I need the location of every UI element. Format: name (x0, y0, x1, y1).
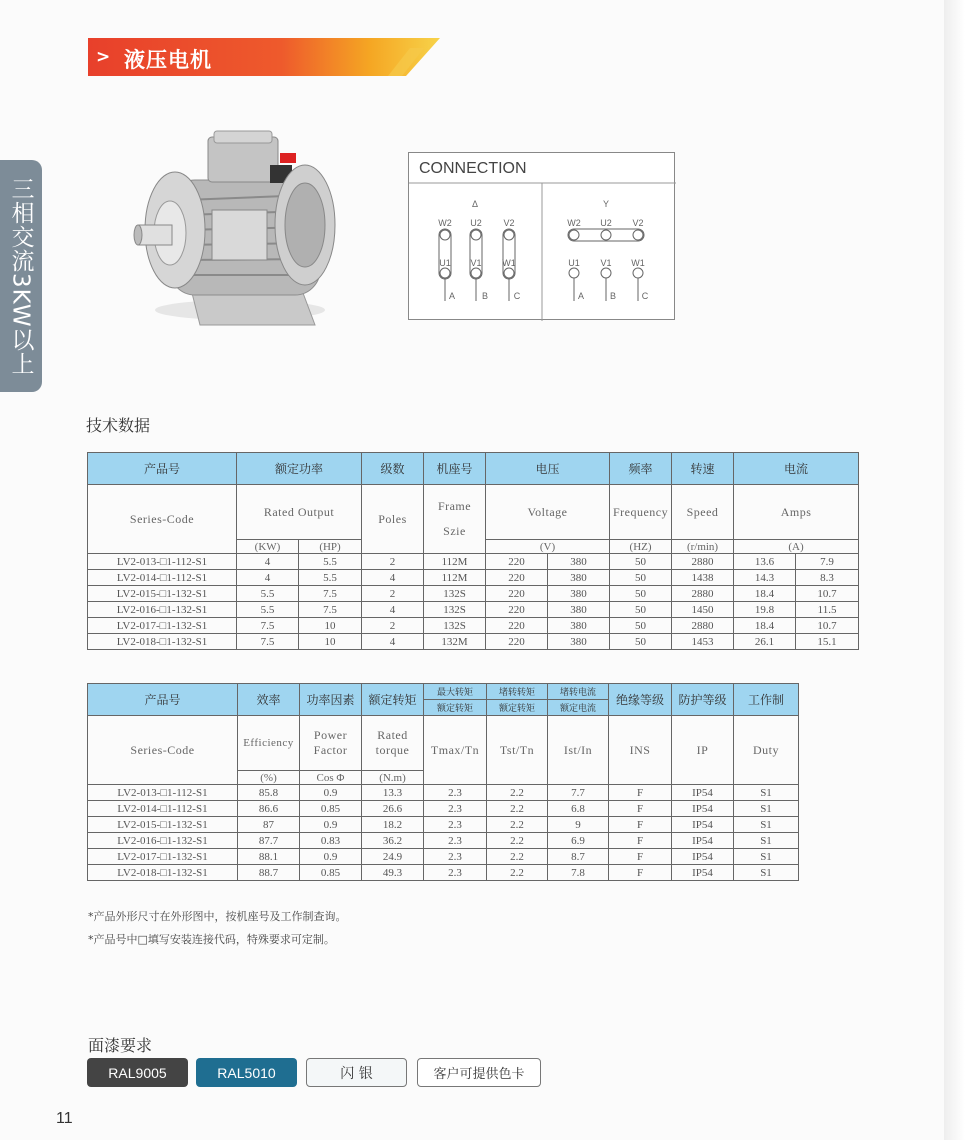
table-cell: 26.1 (734, 634, 796, 650)
paint-requirements-title: 面漆要求 (88, 1036, 153, 1055)
table-cell: 10.7 (796, 586, 859, 602)
table-cell: 87.7 (238, 833, 300, 849)
table-cell: 5.5 (299, 570, 362, 586)
table-cell: IP54 (672, 817, 734, 833)
delta-terminal-top: V2 (503, 218, 515, 228)
spec-table-1-body (88, 554, 859, 650)
header-sub-rated-torque: 额定转矩 (487, 700, 548, 716)
table-cell: 10.7 (796, 618, 859, 634)
torque-label: torque (375, 743, 410, 757)
header-en-rated-output: Rated Output (237, 485, 362, 540)
motor-image (130, 125, 340, 330)
delta-terminal-bottom: W1 (502, 258, 516, 268)
table-cell: 7.5 (237, 634, 299, 650)
header-en-series-code: Series-Code (88, 485, 237, 554)
unit-hz: (HZ) (610, 540, 672, 554)
header-duty: 工作制 (734, 684, 799, 716)
header-en-series-code: Series-Code (88, 716, 238, 785)
table-cell: 2.3 (424, 833, 487, 849)
table-cell: LV2-014-□1-112-S1 (88, 801, 238, 817)
table-cell: 1438 (672, 570, 734, 586)
header-frequency: 频率 (610, 453, 672, 485)
unit-cos-phi: Cos Φ (300, 771, 362, 785)
table-cell: 87 (238, 817, 300, 833)
table-cell: 36.2 (362, 833, 424, 849)
delta-line-label: A (448, 291, 456, 301)
table-cell: 6.8 (548, 801, 609, 817)
table-cell: 26.6 (362, 801, 424, 817)
header-en-amps: Amps (734, 485, 859, 540)
table-cell: 2880 (672, 554, 734, 570)
page-number: 11 (56, 1110, 73, 1127)
header-product: 产品号 (88, 684, 238, 716)
table-cell: 19.8 (734, 602, 796, 618)
table-cell: 50 (610, 554, 672, 570)
table-cell: 86.6 (238, 801, 300, 817)
table-cell: LV2-017-□1-132-S1 (88, 618, 237, 634)
table-cell: LV2-013-□1-112-S1 (88, 554, 237, 570)
table-cell: 2880 (672, 586, 734, 602)
table-cell: 132S (424, 586, 486, 602)
table-row (88, 849, 799, 865)
table-cell: 2.2 (487, 817, 548, 833)
table-cell: F (609, 833, 672, 849)
table-cell: 50 (610, 586, 672, 602)
table-cell: LV2-016-□1-132-S1 (88, 602, 237, 618)
header-protection: 防护等级 (672, 684, 734, 716)
table-cell: 4 (237, 554, 299, 570)
header-efficiency: 效率 (238, 684, 300, 716)
header-insulation: 绝缘等级 (609, 684, 672, 716)
delta-terminal-bottom: U1 (439, 258, 451, 268)
tech-data-title: 技术数据 (86, 416, 151, 435)
header-en-ist: Ist/In (548, 716, 609, 785)
table-cell: S1 (734, 833, 799, 849)
table-cell: F (609, 849, 672, 865)
delta-terminal-top: U2 (470, 218, 482, 228)
header-en-duty: Duty (734, 716, 799, 785)
table-cell: 15.1 (796, 634, 859, 650)
table-cell: 220 (486, 602, 548, 618)
table-cell: 2.3 (424, 849, 487, 865)
table-cell: 220 (486, 586, 548, 602)
header-en-frequency: Frequency (610, 485, 672, 540)
star-line-label: A (577, 291, 585, 301)
spec-table-1 (87, 452, 859, 650)
table-cell: 50 (610, 618, 672, 634)
table-cell: 0.85 (300, 865, 362, 881)
table-cell: 13.6 (734, 554, 796, 570)
table-cell: 380 (548, 634, 610, 650)
table-cell: 18.4 (734, 618, 796, 634)
unit-v: (V) (486, 540, 610, 554)
table-cell: 1453 (672, 634, 734, 650)
table-row (88, 817, 799, 833)
table-cell: LV2-016-□1-132-S1 (88, 833, 238, 849)
table-cell: 18.2 (362, 817, 424, 833)
header-en-frame (424, 485, 486, 554)
table-cell: S1 (734, 801, 799, 817)
header-speed: 转速 (672, 453, 734, 485)
side-tab-label: 三相交流3KW以上 (7, 176, 34, 376)
table-cell: S1 (734, 849, 799, 865)
header-en-rated-torque (362, 716, 424, 771)
table-cell: 13.3 (362, 785, 424, 801)
table-cell: LV2-013-□1-112-S1 (88, 785, 238, 801)
connection-wiring-svg (409, 153, 676, 321)
table-cell: 0.83 (300, 833, 362, 849)
unit-kw: (KW) (237, 540, 299, 554)
header-power-factor: 功率因素 (300, 684, 362, 716)
table-row (88, 602, 859, 618)
delta-terminal-top: W2 (438, 218, 452, 228)
table-cell: 220 (486, 634, 548, 650)
table-cell: LV2-018-□1-132-S1 (88, 865, 238, 881)
table-cell: 4 (362, 634, 424, 650)
table-cell: 380 (548, 554, 610, 570)
unit-rpm: (r/min) (672, 540, 734, 554)
header-current: 电流 (734, 453, 859, 485)
header-rated-power: 额定功率 (237, 453, 362, 485)
unit-hp: (HP) (299, 540, 362, 554)
table-cell: 7.9 (796, 554, 859, 570)
table-cell: 2.2 (487, 801, 548, 817)
table-cell: 132S (424, 618, 486, 634)
table-cell: 2.3 (424, 801, 487, 817)
table-cell: 0.9 (300, 785, 362, 801)
power-label: Power (313, 728, 348, 742)
table-cell: 2880 (672, 618, 734, 634)
table-cell: IP54 (672, 833, 734, 849)
star-symbol: Y (602, 199, 610, 209)
table-cell: IP54 (672, 785, 734, 801)
table-cell: 50 (610, 570, 672, 586)
delta-symbol: Δ (471, 199, 479, 209)
table-cell: 2.3 (424, 865, 487, 881)
table-cell: 220 (486, 618, 548, 634)
table-cell: F (609, 817, 672, 833)
table-cell: 2 (362, 618, 424, 634)
header-poles: 级数 (362, 453, 424, 485)
table-cell: LV2-015-□1-132-S1 (88, 817, 238, 833)
delta-terminal-bottom: V1 (470, 258, 482, 268)
chevron-right-icon: > (96, 47, 111, 67)
table-cell: 7.5 (299, 602, 362, 618)
table-cell: 5.5 (237, 586, 299, 602)
section-banner (88, 38, 440, 76)
table-cell: 85.8 (238, 785, 300, 801)
table-cell: 5.5 (299, 554, 362, 570)
table-cell: 10 (299, 634, 362, 650)
table-cell: 2.2 (487, 849, 548, 865)
table-cell: 7.5 (237, 618, 299, 634)
table-cell: F (609, 785, 672, 801)
table-cell: S1 (734, 865, 799, 881)
table-row (88, 570, 859, 586)
delta-line-label: B (481, 291, 489, 301)
header-en-power-factor (300, 716, 362, 771)
paint-option-custom: 客户可提供色卡 (417, 1058, 541, 1087)
table-cell: 380 (548, 602, 610, 618)
star-terminal-bottom: V1 (600, 258, 612, 268)
star-terminal-top: U2 (600, 218, 612, 228)
unit-a: (A) (734, 540, 859, 554)
paint-option-ral5010: RAL5010 (196, 1058, 297, 1087)
star-line-label: B (609, 291, 617, 301)
table-cell: 132S (424, 602, 486, 618)
header-sub-rated-current: 额定电流 (548, 700, 609, 716)
star-terminal-bottom: U1 (568, 258, 580, 268)
header-max-torque: 最大转矩 (424, 684, 487, 700)
spec-table-2 (87, 683, 799, 881)
header-voltage: 电压 (486, 453, 610, 485)
header-en-speed: Speed (672, 485, 734, 540)
header-locked-current: 堵转电流 (548, 684, 609, 700)
table-cell: 380 (548, 618, 610, 634)
table-row (88, 801, 799, 817)
connection-title: CONNECTION (419, 160, 527, 177)
header-en-ins: INS (609, 716, 672, 785)
spec-table-2-body (88, 785, 799, 881)
table-cell: F (609, 865, 672, 881)
page-edge-shadow (944, 0, 965, 1140)
header-en-voltage: Voltage (486, 485, 610, 540)
table-cell: 88.1 (238, 849, 300, 865)
header-en-tmax: Tmax/Tn (424, 716, 487, 785)
note-2: *产品号中□填写安装连接代码，特殊要求可定制。 (88, 933, 335, 946)
table-cell: 2.2 (487, 785, 548, 801)
table-cell: 5.5 (237, 602, 299, 618)
table-cell: 2.2 (487, 833, 548, 849)
table-cell: 7.7 (548, 785, 609, 801)
table-cell: 132M (424, 634, 486, 650)
header-en-poles: Poles (362, 485, 424, 554)
unit-percent: (%) (238, 771, 300, 785)
table-cell: IP54 (672, 849, 734, 865)
header-locked-torque: 堵转转矩 (487, 684, 548, 700)
table-cell: LV2-014-□1-112-S1 (88, 570, 237, 586)
table-cell: 2.3 (424, 817, 487, 833)
table-cell: LV2-018-□1-132-S1 (88, 634, 237, 650)
table-cell: 8.7 (548, 849, 609, 865)
header-product: 产品号 (88, 453, 237, 485)
table-cell: LV2-017-□1-132-S1 (88, 849, 238, 865)
header-en-tst: Tst/Tn (487, 716, 548, 785)
table-cell: 0.9 (300, 817, 362, 833)
table-row (88, 865, 799, 881)
table-cell: 10 (299, 618, 362, 634)
table-cell: 2.2 (487, 865, 548, 881)
table-cell: 8.3 (796, 570, 859, 586)
table-cell: 2 (362, 554, 424, 570)
table-cell: IP54 (672, 801, 734, 817)
table-cell: 4 (237, 570, 299, 586)
table-cell: 112M (424, 570, 486, 586)
frame-label: Frame (437, 499, 472, 513)
table-row (88, 785, 799, 801)
header-rated-torque: 额定转矩 (362, 684, 424, 716)
table-cell: 0.9 (300, 849, 362, 865)
table-cell: 24.9 (362, 849, 424, 865)
table-cell: 50 (610, 634, 672, 650)
table-cell: 4 (362, 570, 424, 586)
table-row (88, 618, 859, 634)
table-row (88, 554, 859, 570)
table-cell: 11.5 (796, 602, 859, 618)
table-cell: 112M (424, 554, 486, 570)
paint-option-ral9005: RAL9005 (87, 1058, 188, 1087)
table-cell: 50 (610, 602, 672, 618)
table-cell: 220 (486, 570, 548, 586)
table-cell: 2.3 (424, 785, 487, 801)
delta-line-label: C (513, 291, 521, 301)
table-cell: IP54 (672, 865, 734, 881)
table-cell: S1 (734, 817, 799, 833)
table-cell: 18.4 (734, 586, 796, 602)
header-en-ip: IP (672, 716, 734, 785)
table-cell: 9 (548, 817, 609, 833)
side-category-tab (0, 160, 42, 392)
star-terminal-top: W2 (567, 218, 581, 228)
table-cell: 4 (362, 602, 424, 618)
star-terminal-top: V2 (632, 218, 644, 228)
table-cell: 88.7 (238, 865, 300, 881)
star-line-label: C (641, 291, 649, 301)
table-cell: 6.9 (548, 833, 609, 849)
table-row (88, 634, 859, 650)
table-cell: 14.3 (734, 570, 796, 586)
table-cell: 380 (548, 586, 610, 602)
note-1: *产品外形尺寸在外形图中，按机座号及工作制查询。 (88, 910, 347, 923)
rated-label: Rated (377, 728, 408, 742)
header-sub-rated-torque: 额定转矩 (424, 700, 487, 716)
connection-diagram (408, 152, 675, 320)
table-cell: 7.8 (548, 865, 609, 881)
table-cell: 2 (362, 586, 424, 602)
star-terminal-bottom: W1 (631, 258, 645, 268)
header-frame: 机座号 (424, 453, 486, 485)
factor-label: Factor (313, 743, 348, 757)
header-en-efficiency: Efficiency (238, 716, 300, 771)
table-cell: 380 (548, 570, 610, 586)
table-cell: S1 (734, 785, 799, 801)
table-row (88, 833, 799, 849)
table-cell: 0.85 (300, 801, 362, 817)
table-cell: 49.3 (362, 865, 424, 881)
frame-size-label: Szie (443, 524, 466, 538)
table-cell: 220 (486, 554, 548, 570)
table-cell: 7.5 (299, 586, 362, 602)
page-title: 液压电机 (124, 48, 212, 72)
unit-nm: (N.m) (362, 771, 424, 785)
table-cell: 1450 (672, 602, 734, 618)
table-cell: LV2-015-□1-132-S1 (88, 586, 237, 602)
table-cell: F (609, 801, 672, 817)
table-row (88, 586, 859, 602)
paint-option-silver: 闪 银 (306, 1058, 407, 1087)
